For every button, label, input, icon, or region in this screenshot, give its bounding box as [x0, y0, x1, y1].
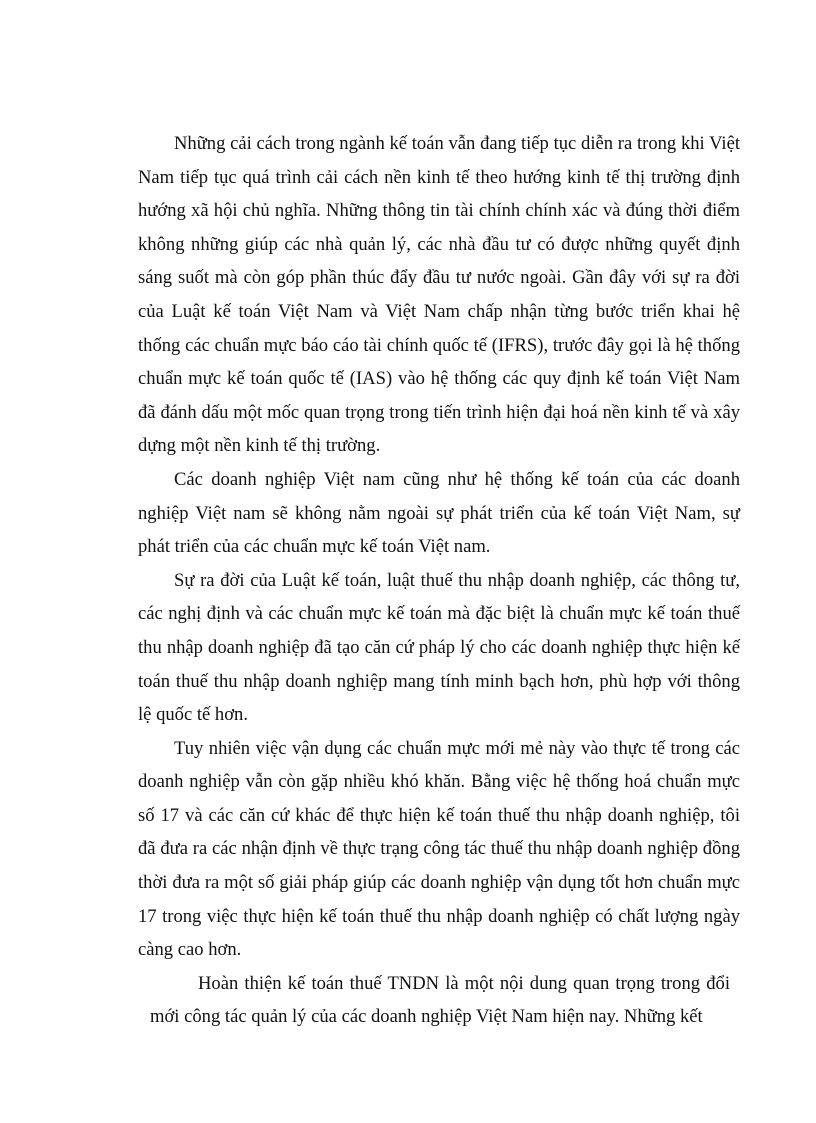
paragraph-legal-basis: Sự ra đời của Luật kế toán, luật thuế thu nhập doanh nghiệp, các thông tư, các nghị định và các chuẩn mực kế toán mà đặc biệt là chuẩn mực kế toán thuế thu nhập doanh nghiệp đã tạo căn cứ pháp lý cho các doanh nghiệp thực hiện kế toán thuế thu nhập doanh nghiệp mang tính minh bạch hơn, phù hợp với thông lệ quốc tế hơn. [138, 569, 740, 726]
paragraph-cit-improvement: Hoàn thiện kế toán thuế TNDN là một nội dung quan trọng trong đổi mới công tác quản lý của các doanh nghiệp Việt Nam hiện nay. Những kết [150, 972, 730, 1028]
paragraph-accounting-reform: Những cải cách trong ngành kế toán vẫn đang tiếp tục diễn ra trong khi Việt Nam tiếp tục quá trình cải cách nền kinh tế theo hướng kinh tế thị trường định hướng xã hội chủ nghĩa. Những thông tin tài chính chính xác và đúng thời điểm không những giúp các nhà quản lý, các nhà đầu tư có được những quyết định sáng suốt mà còn góp phần thúc đẩy đầu tư nước ngoài. Gần đây với sự ra đời của Luật kế toán Việt Nam và Việt Nam chấp nhận từng bước triển khai hệ thống các chuẩn mực báo cáo tài chính quốc tế (IFRS), trước đây gọi là hệ thống chuẩn mực kế toán quốc tế (IAS) vào hệ thống các quy định kế toán Việt Nam đã đánh dấu một mốc quan trọng trong tiến trình hiện đại hoá nền kinh tế và xây dựng một nền kinh tế thị trường. [138, 133, 740, 457]
paragraph-vietnamese-enterprises: Các doanh nghiệp Việt nam cũng như hệ thống kế toán của các doanh nghiệp Việt nam sẽ không nằm ngoài sự phát triển của kế toán Việt Nam, sự phát triển của các chuẩn mực kế toán Việt nam. [138, 468, 740, 558]
document-body [138, 127, 740, 1034]
paragraph-difficulties: Tuy nhiên việc vận dụng các chuẩn mực mới mẻ này vào thực tế trong các doanh nghiệp vẫn còn gặp nhiều khó khăn. Bằng việc hệ thống hoá chuẩn mực số 17 và các căn cứ khác để thực hiện kế toán thuế thu nhập doanh nghiệp, tôi đã đưa ra các nhận định về thực trạng công tác thuế thu nhập doanh nghiệp đồng thời đưa ra một số giải pháp giúp các doanh nghiệp vận dụng tốt hơn chuẩn mực 17 trong việc thực hiện kế toán thuế thu nhập doanh nghiệp có chất lượng ngày càng cao hơn. [138, 737, 740, 961]
